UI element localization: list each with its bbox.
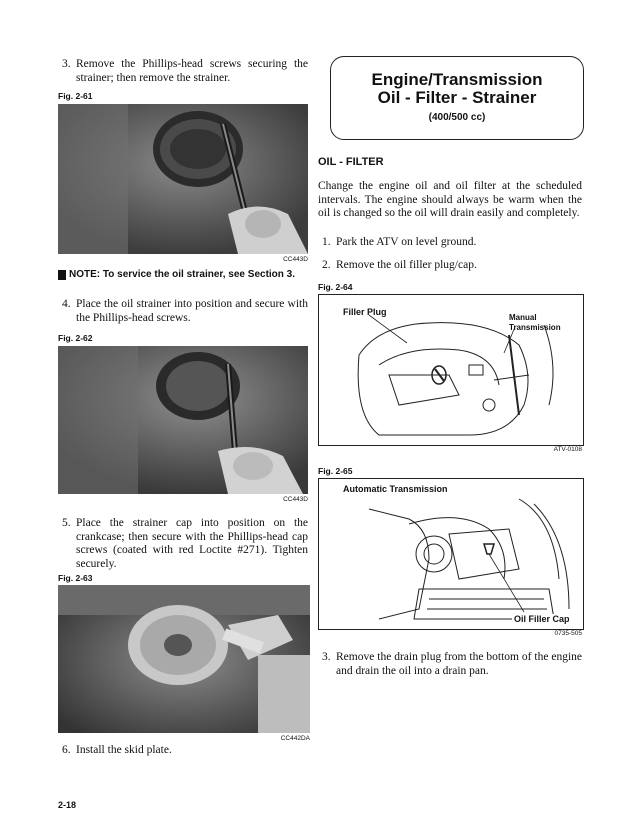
step-text: Place the strainer cap into position on the crankcase; then secure with the Phillips-head cap screws (coated with red Loctite #271). Tighten securely.	[76, 517, 308, 570]
fig-2-64-label: Fig. 2-64	[318, 282, 353, 292]
engine-strainer-photo	[58, 104, 308, 254]
step-number: 6.	[62, 744, 71, 756]
left-step-3	[62, 58, 308, 85]
right-step-2	[322, 259, 582, 273]
step-number: 5.	[62, 517, 71, 529]
step-number: 2.	[322, 259, 331, 271]
note-strainer	[58, 269, 310, 280]
header-subtitle: (400/500 cc)	[428, 112, 486, 123]
step-number: 1.	[322, 236, 331, 248]
fig-2-61-label: Fig. 2-61	[58, 91, 93, 101]
step-text: Remove the oil filler plug/cap.	[336, 259, 477, 271]
step-text: Park the ATV on level ground.	[336, 236, 477, 248]
fig-2-65-label: Fig. 2-65	[318, 466, 353, 476]
step-number: 4.	[62, 298, 71, 310]
automatic-transmission-drawing	[319, 479, 583, 629]
note-text: NOTE: To service the oil strainer, see Section 3.	[69, 269, 296, 280]
step-text: Remove the drain plug from the bottom of the engine and drain the oil into a drain pan.	[336, 651, 582, 677]
fig-2-65-drawing	[318, 478, 584, 630]
step-text: Install the skid plate.	[76, 744, 172, 756]
header-title-line2: Oil - Filter - Strainer	[377, 88, 537, 107]
step-text: Remove the Phillips-head screws securing the strainer; then remove the strainer.	[76, 58, 308, 84]
header-title-line1: Engine/Transmission	[371, 70, 543, 89]
fig-2-61-code: CC443D	[283, 256, 308, 263]
fig-2-62-code: CC443D	[283, 496, 308, 503]
fig-2-62-label: Fig. 2-62	[58, 333, 93, 343]
left-step-6	[62, 744, 308, 758]
step-text: Place the oil strainer into position and secure with the Phillips-head screws.	[76, 298, 308, 324]
callout-filler-plug: Filler Plug	[343, 307, 387, 317]
engine-strainer-install-photo	[58, 346, 308, 494]
section-header-box	[330, 56, 584, 140]
right-step-3	[322, 651, 582, 678]
fig-2-64-drawing	[318, 294, 584, 446]
fig-2-63-label: Fig. 2-63	[58, 573, 93, 583]
page-number: 2-18	[58, 800, 77, 810]
section-title: OIL - FILTER	[318, 156, 384, 168]
callout-manual-transmission: Manual Transmission	[509, 313, 561, 332]
fig-2-62-photo	[58, 346, 308, 494]
step-number: 3.	[322, 651, 331, 663]
section-intro: Change the engine oil and oil filter at the scheduled intervals. The engine should always be warm when the oil is changed so the oil will drain easily and completely.	[318, 180, 582, 219]
fig-2-63-code: CC442DA	[280, 735, 310, 742]
step-number: 3.	[62, 58, 71, 70]
left-step-4	[62, 298, 308, 325]
strainer-cap-photo	[58, 585, 310, 733]
fig-2-63-photo	[58, 585, 310, 733]
left-step-5	[62, 517, 308, 571]
callout-automatic-transmission: Automatic Transmission	[343, 484, 448, 494]
note-square-icon	[58, 270, 66, 280]
fig-2-65-code: 0735-505	[554, 630, 582, 637]
callout-oil-filler-cap: Oil Filler Cap	[514, 614, 570, 624]
fig-2-61-photo	[58, 104, 308, 254]
fig-2-64-code: ATV-0108	[553, 446, 582, 453]
right-step-1	[322, 236, 582, 250]
